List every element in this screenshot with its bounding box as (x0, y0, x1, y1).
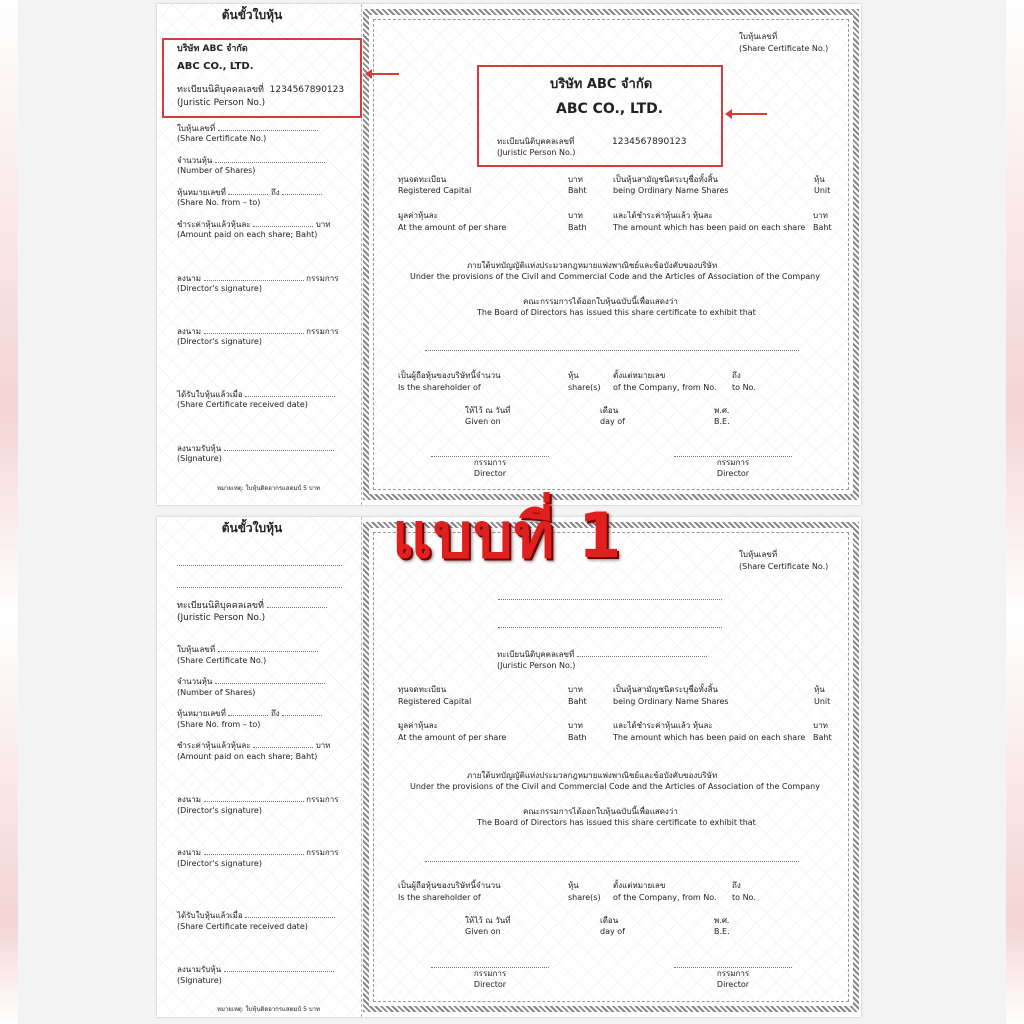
stub2-sign-th: ลงนาม (177, 795, 202, 804)
cert-board-th: คณะกรรมการได้ออกใบหุ้นฉบับนี้เพื่อแสดงว่า (523, 297, 678, 306)
cert-unit-en: Unit (814, 186, 831, 195)
cert-paid-th: และได้ชำระค่าหุ้นแล้ว หุ้นละ (613, 211, 713, 220)
stub-share-from-en: (Share No. from – to) (177, 198, 261, 207)
director-sig-en: Director (473, 469, 507, 478)
stub2-juristic-en: (Juristic Person No.) (177, 613, 266, 623)
cert-bath: Bath (568, 223, 587, 232)
cert2-capital-th: ทุนจดทะเบียน (398, 685, 447, 694)
cert2-baht-th-3: บาท (813, 721, 828, 730)
stub-num-shares-en: (Number of Shares) (177, 166, 256, 175)
stub2-num-shares-th: จำนวนหุ้น (177, 677, 213, 686)
cert2-holder-en: Is the shareholder of (398, 893, 481, 902)
cert-no-en: (Share Certificate No.) (739, 44, 829, 53)
cert-holder-th: เป็นผู้ถือหุ้นของบริษัทนี้จำนวน (398, 371, 501, 380)
cert2-ordinary-th: เป็นหุ้นสามัญชนิดระบุชื่อทั้งสิ้น (613, 685, 719, 694)
director2-sig-en-2: Director (716, 980, 750, 989)
cert2-month-th: เดือน (600, 916, 619, 925)
director2-sig-th-2: กรรมการ (716, 969, 750, 978)
cert-month-th: เดือน (600, 406, 619, 415)
director-sig-th: กรรมการ (473, 458, 507, 467)
cert-no-th: ใบหุ้นเลขที่ (739, 32, 778, 41)
stub-cert-no-en: (Share Certificate No.) (177, 134, 267, 143)
cert2-bath: Bath (568, 733, 587, 742)
stub-receiver-en: (Signature) (177, 454, 222, 463)
share-certificate-bottom (157, 517, 861, 1017)
cert2-baht-en: Baht (568, 697, 587, 706)
stub-received-en: (Share Certificate received date) (177, 400, 308, 409)
right-edge (1006, 0, 1024, 1024)
stub-juristic-en: (Juristic Person No.) (177, 98, 266, 108)
cert-shares-th: หุ้น (568, 371, 579, 380)
cert-ordinary-en: being Ordinary Name Shares (613, 186, 729, 195)
director2-sig-th: กรรมการ (473, 969, 507, 978)
stub-2 (157, 517, 357, 1017)
cert2-be-en: B.E. (714, 927, 730, 936)
cert-juristic-en: (Juristic Person No.) (497, 148, 576, 157)
cert-given-en: Given on (465, 417, 501, 426)
stub2-paid-th: ชำระค่าหุ้นแล้วหุ้นละ (177, 741, 251, 750)
cert2-numbered-en: of the Company, from No. (613, 893, 717, 902)
stub2-paid-en: (Amount paid on each share; Baht) (177, 752, 318, 761)
stub2-share-from-th: หุ้นหมายเลขที่ (177, 709, 226, 718)
cert2-given-th: ให้ไว้ ณ วันที่ (465, 916, 511, 925)
cert-company-en: ABC CO., LTD. (556, 101, 664, 117)
cert-board-en: The Board of Directors has issued this share certificate to exhibit that (477, 308, 756, 317)
stub-share-from-th: หุ้นหมายเลขที่ (177, 188, 226, 197)
stub-received-th: ได้รับใบหุ้นแล้วเมื่อ (177, 390, 243, 399)
cert2-baht-th-2: บาท (568, 721, 583, 730)
cert-highlight-box (477, 65, 723, 167)
stub-paid-th: ชำระค่าหุ้นแล้วหุ้นละ (177, 220, 251, 229)
cert-be-en: B.E. (714, 417, 730, 426)
stub-company-en: ABC CO., LTD. (177, 61, 254, 72)
director-sig-th-2: กรรมการ (716, 458, 750, 467)
cert-baht-en: Baht (568, 186, 587, 195)
cert2-ordinary-en: being Ordinary Name Shares (613, 697, 729, 706)
cert-juristic-no: 1234567890123 (612, 137, 687, 147)
stub2-sign-en-2: (Director's signature) (177, 859, 262, 868)
cert2-no-th: ใบหุ้นเลขที่ (739, 550, 778, 559)
stub2-sign-th-2: ลงนาม (177, 848, 202, 857)
arrow-left-icon (371, 73, 399, 75)
stub-juristic-th: ทะเบียนนิติบุคคลเลขที่ (177, 85, 264, 95)
cert2-value-th: มูลค่าหุ้นละ (398, 721, 438, 730)
stub2-cert-no-th: ใบหุ้นเลขที่ (177, 645, 216, 654)
stub-sign-th-2: ลงนาม (177, 327, 202, 336)
cert-to-th: ถึง (732, 371, 741, 380)
stub-num-shares-th: จำนวนหุ้น (177, 156, 213, 165)
holder-name-line (425, 350, 799, 351)
stub-highlight-box (162, 38, 362, 118)
cert-holder-en: Is the shareholder of (398, 383, 481, 392)
director-sig-en-2: Director (716, 469, 750, 478)
cert2-provisions-th: ภายใต้บทบัญญัติแห่งประมวลกฎหมายแพ่งพาณิชย์และข้อบังคับของบริษัท (467, 771, 718, 780)
cert2-given-en: Given on (465, 927, 501, 936)
cert2-numbered-th: ตั้งแต่หมายเลข (613, 881, 666, 890)
cert-provisions-th: ภายใต้บทบัญญัติแห่งประมวลกฎหมายแพ่งพาณิชย์และข้อบังคับของบริษัท (467, 261, 718, 270)
cert-provisions-en: Under the provisions of the Civil and Commercial Code and the Articles of Association of the Company (410, 272, 820, 281)
stub-sign-th: ลงนาม (177, 274, 202, 283)
cert2-baht-en-3: Baht (813, 733, 832, 742)
cert2-value-en: At the amount of per share (398, 733, 507, 742)
stub2-share-from-en: (Share No. from – to) (177, 720, 261, 729)
cert2-be-th: พ.ศ. (714, 916, 730, 925)
cert2-paid-en: The amount which has been paid on each share (613, 733, 806, 742)
certificate-body-2 (363, 522, 859, 1012)
stub2-cert-no-en: (Share Certificate No.) (177, 656, 267, 665)
cert-baht-en-3: Baht (813, 223, 832, 232)
cert-baht-th: บาท (568, 175, 583, 184)
cert-company-th: บริษัท ABC จำกัด (550, 77, 653, 92)
cert-numbered-en: of the Company, from No. (613, 383, 717, 392)
left-edge (0, 0, 18, 1024)
stub2-director-th: กรรมการ (306, 795, 339, 804)
cert2-to-en: to No. (732, 893, 756, 902)
cert-given-th: ให้ไว้ ณ วันที่ (465, 406, 511, 415)
share-certificate-top (157, 4, 861, 505)
cert2-juristic-en: (Juristic Person No.) (497, 661, 576, 670)
stub-paid-en: (Amount paid on each share; Baht) (177, 230, 318, 239)
cert2-baht-th: บาท (568, 685, 583, 694)
stub2-sign-en: (Director's signature) (177, 806, 262, 815)
cert-numbered-th: ตั้งแต่หมายเลข (613, 371, 666, 380)
stub-sign-en-2: (Director's signature) (177, 337, 262, 346)
cert-juristic-th: ทะเบียนนิติบุคคลเลขที่ (497, 137, 575, 146)
cert2-to-th: ถึง (732, 881, 741, 890)
cert-baht-th-3: บาท (813, 211, 828, 220)
cert2-paid-th: และได้ชำระค่าหุ้นแล้ว หุ้นละ (613, 721, 713, 730)
cert-paid-en: The amount which has been paid on each share (613, 223, 806, 232)
stub-share-to-th: ถึง (270, 188, 280, 197)
cert-capital-en: Registered Capital (398, 186, 472, 195)
cert2-juristic-th: ทะเบียนนิติบุคคลเลขที่ (497, 650, 575, 659)
stub2-receiver-th: ลงนามรับหุ้น (177, 965, 222, 974)
cert2-shares-en: share(s) (568, 893, 601, 902)
stub-company-th: บริษัท ABC จำกัด (177, 44, 248, 54)
cert2-board-en: The Board of Directors has issued this share certificate to exhibit that (477, 818, 756, 827)
stub2-received-th: ได้รับใบหุ้นแล้วเมื่อ (177, 911, 243, 920)
cert2-unit-th: หุ้น (814, 685, 825, 694)
stub-receiver-th: ลงนามรับหุ้น (177, 444, 222, 453)
cert-month-en: day of (600, 417, 625, 426)
director2-sig-en: Director (473, 980, 507, 989)
stub-paid-unit: บาท (315, 220, 331, 229)
cert2-holder-th: เป็นผู้ถือหุ้นของบริษัทนี้จำนวน (398, 881, 501, 890)
stub2-paid-unit: บาท (315, 741, 331, 750)
style-banner: แบบที่ 1 (392, 499, 623, 572)
cert2-month-en: day of (600, 927, 625, 936)
cert-shares-en: share(s) (568, 383, 601, 392)
cert2-unit-en: Unit (814, 697, 831, 706)
stub-title-2: ต้นขั้วใบหุ้น (221, 521, 283, 535)
cert2-board-th: คณะกรรมการได้ออกใบหุ้นฉบับนี้เพื่อแสดงว่า (523, 807, 678, 816)
stub2-num-shares-en: (Number of Shares) (177, 688, 256, 697)
stub2-receiver-en: (Signature) (177, 976, 222, 985)
stub-note: หมายเหตุ: ใบหุ้นติดอากรแสตมป์ 5 บาท (217, 485, 320, 492)
cert-value-en: At the amount of per share (398, 223, 507, 232)
stub2-received-en: (Share Certificate received date) (177, 922, 308, 931)
cert-to-en: to No. (732, 383, 756, 392)
stub2-note: หมายเหตุ: ใบหุ้นติดอากรแสตมป์ 5 บาท (217, 1006, 320, 1013)
cert-be-th: พ.ศ. (714, 406, 730, 415)
cert-baht-th-2: บาท (568, 211, 583, 220)
stub-juristic-no: 1234567890123 (269, 85, 345, 95)
stub-director-th: กรรมการ (306, 274, 339, 283)
cert-unit-th: หุ้น (814, 175, 825, 184)
cert2-provisions-en: Under the provisions of the Civil and Commercial Code and the Articles of Association of the Company (410, 782, 820, 791)
cert2-shares-th: หุ้น (568, 881, 579, 890)
arrow-left-icon (731, 113, 767, 115)
cert-capital-th: ทุนจดทะเบียน (398, 175, 447, 184)
stub2-juristic-th: ทะเบียนนิติบุคคลเลขที่ (177, 601, 264, 611)
cert2-no-en: (Share Certificate No.) (739, 562, 829, 571)
stub2-share-to-th: ถึง (270, 709, 280, 718)
cert2-capital-en: Registered Capital (398, 697, 472, 706)
stub-director-th-2: กรรมการ (306, 327, 339, 336)
cert-ordinary-th: เป็นหุ้นสามัญชนิดระบุชื่อทั้งสิ้น (613, 175, 719, 184)
cert-value-th: มูลค่าหุ้นละ (398, 211, 438, 220)
stub-sign-en: (Director's signature) (177, 284, 262, 293)
stub-cert-no-th: ใบหุ้นเลขที่ (177, 124, 216, 133)
stub2-director-th-2: กรรมการ (306, 848, 339, 857)
stub-title: ต้นขั้วใบหุ้น (221, 8, 283, 22)
